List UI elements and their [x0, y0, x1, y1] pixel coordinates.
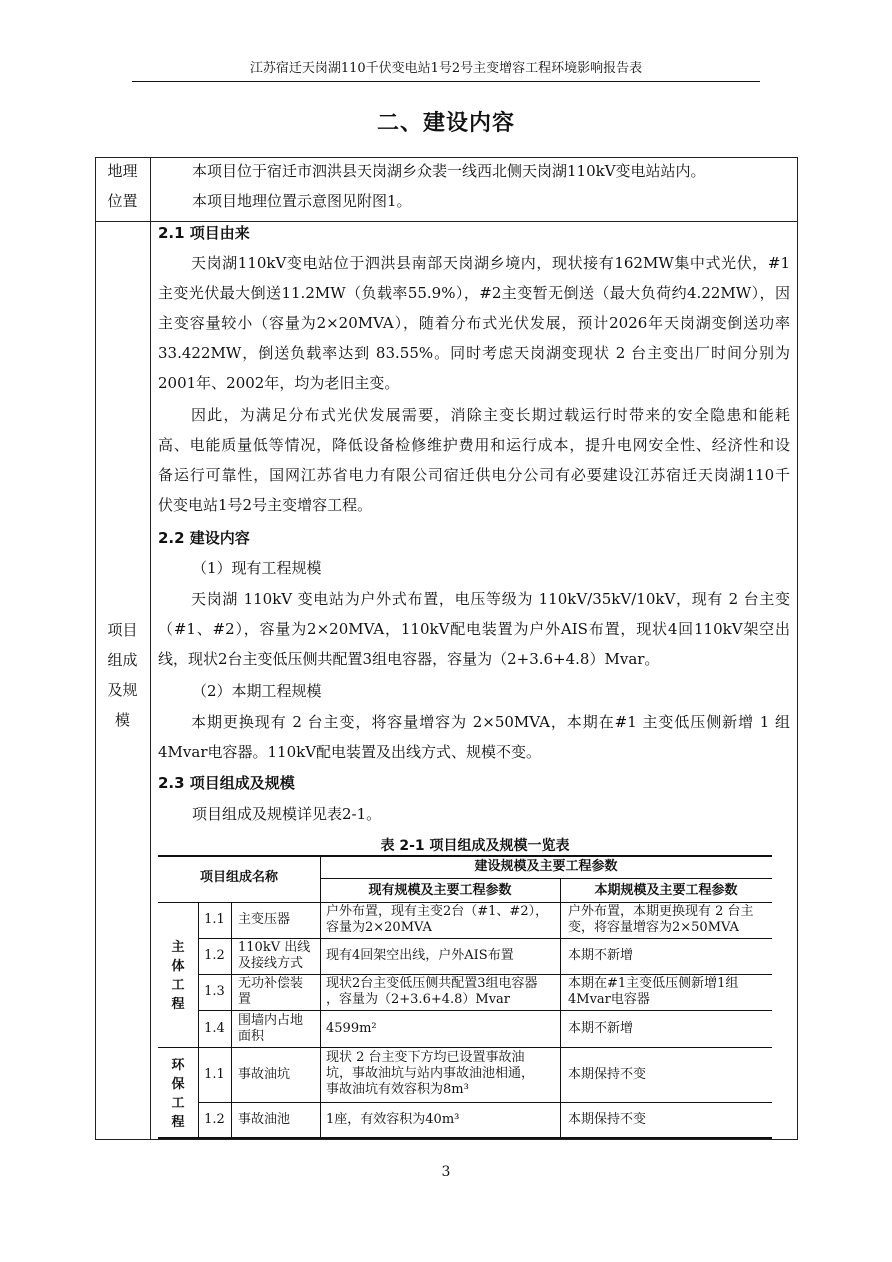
row-number: 1.2 — [204, 1112, 225, 1127]
subsection-current: （2）本期工程规模 — [192, 682, 322, 700]
table-rule — [158, 1047, 772, 1048]
section-2-3-paragraph: 项目组成及规模详见表2-1。 — [192, 805, 382, 823]
text-line: 4Mvar电容器。110kV配电装置及出线方式、规模不变。 — [158, 743, 542, 761]
text-line: 2001年、2002年，均为老旧主变。 — [158, 374, 400, 392]
text-line: 天岗湖 110kV 变电站为户外式布置，电压等级为 110kV/35kV/10kV，现有 2 台主变 — [191, 590, 790, 608]
table-vrule — [560, 878, 561, 1137]
table-caption: 表 2-1 项目组成及规模一览表 — [380, 838, 570, 854]
group-char: 程 — [171, 1115, 185, 1130]
header-item-name: 项目组成名称 — [199, 870, 278, 885]
cell-line: 变，将容量增容为2×50MVA — [568, 920, 739, 935]
cell-line: 坑，事故油坑与站内事故油池相通， — [326, 1066, 535, 1081]
row-number: 1.1 — [204, 1067, 225, 1082]
row-current — [568, 976, 772, 1008]
table-rule — [198, 1010, 772, 1011]
cell-line: 户外布置，现有主变2台（#1、#2）， — [326, 904, 549, 919]
cell-line: 110kV 出线 — [238, 940, 311, 955]
row-current: 本期不新增 — [568, 1021, 634, 1036]
row-item — [238, 940, 320, 972]
group-char: 程 — [171, 997, 185, 1012]
table-rule — [320, 878, 772, 879]
location-line: 本项目地理位置示意图见附图1。 — [192, 192, 412, 210]
text-line: 主变容量较小（容量为2×20MVA），随着分布式光伏发展，预计2026年天岗湖变倒送功率 — [158, 314, 790, 332]
group-main-works — [158, 938, 198, 1014]
page-title: 二、建设内容 — [376, 111, 515, 136]
cell-line: 本期在#1主变低压侧新增1组 — [568, 976, 739, 991]
label-line: 组成 — [107, 651, 138, 669]
group-char: 保 — [171, 1077, 185, 1092]
location-label — [95, 156, 150, 216]
group-char: 工 — [171, 978, 185, 993]
text-line: （#1、#2），容量为2×20MVA，110kV配电装置为户外AIS布置，现状4回110kV架空出 — [158, 620, 790, 638]
project-label — [95, 615, 150, 735]
text-line: 伏变电站1号2号主变增容工程。 — [158, 496, 373, 514]
label-column-divider — [150, 157, 151, 1140]
cell-line: 事故油坑有效容积为8m³ — [326, 1082, 469, 1097]
cell-line: 户外布置，本期更换现有 2 台主 — [568, 904, 754, 919]
table-rule — [158, 1137, 772, 1139]
row-existing — [326, 976, 558, 1008]
row-existing: 1座，有效容积为40m³ — [326, 1112, 460, 1127]
group-environmental-works — [158, 1056, 198, 1132]
cell-line: 现状 2 台主变下方均已设置事故油 — [326, 1050, 525, 1065]
row-existing — [326, 1050, 558, 1098]
cell-line: 现状2台主变低压侧共配置3组电容器 — [326, 976, 538, 991]
running-header: 江苏宿迁天岗湖110千伏变电站1号2号主变增容工程环境影响报告表 — [249, 61, 643, 76]
label-line: 及规 — [107, 681, 138, 699]
section-2-1-paragraph-1 — [158, 248, 790, 398]
row-current: 本期保持不变 — [568, 1112, 647, 1127]
cell-line: 置 — [238, 992, 252, 1007]
cell-line: 容量为2×20MVA — [326, 920, 432, 935]
text-line: 33.422MW，倒送负载率达到 83.55%。同时考虑天岗湖变现状 2 台主变出厂时间分别为 — [158, 344, 790, 362]
cell-line: 面积 — [238, 1029, 265, 1044]
table-rule — [198, 1102, 772, 1103]
location-line: 本项目位于宿迁市泗洪县天岗湖乡众裴一线西北侧天岗湖110kV变电站站内。 — [192, 162, 706, 180]
group-char: 环 — [171, 1058, 185, 1073]
table-rule — [158, 902, 772, 903]
header-params: 建设规模及主要工程参数 — [474, 859, 618, 874]
row-number: 1.3 — [204, 984, 225, 999]
section-2-3-heading: 2.3 项目组成及规模 — [158, 774, 295, 792]
page-number: 3 — [441, 1164, 451, 1180]
text-line: 本期更换现有 2 台主变，将容量增容为 2×50MVA，本期在#1 主变低压侧新增 1 组 — [191, 713, 790, 731]
text-line: 天岗湖110kV变电站位于泗洪县南部天岗湖乡境内，现状接有162MW集中式光伏，#1 — [191, 254, 790, 272]
row-item: 事故油坑 — [238, 1067, 291, 1082]
table-vrule — [231, 902, 232, 1137]
row-number: 1.1 — [204, 912, 225, 927]
label-line: 模 — [114, 711, 130, 729]
section-2-1-paragraph-2 — [158, 400, 790, 520]
table-rule — [198, 938, 772, 939]
label-line: 项目 — [107, 621, 138, 639]
row-current: 本期不新增 — [568, 948, 634, 963]
row-number: 1.4 — [204, 1021, 225, 1036]
text-line: 高、电能质量低等情况，降低设备检修维护费用和运行成本，提升电网安全性、经济性和设 — [158, 436, 790, 454]
header-current: 本期规模及主要工程参数 — [594, 883, 738, 898]
header-rule — [132, 81, 760, 82]
section-2-2-paragraph-2 — [158, 707, 790, 767]
text-line: 线，现状2台主变低压侧共配置3组电容器，容量为（2+3.6+4.8）Mvar。 — [158, 650, 660, 668]
cell-line: 4Mvar电容器 — [568, 992, 650, 1007]
table-vrule — [198, 902, 199, 1137]
location-text — [192, 156, 790, 216]
cell-line: 无功补偿装 — [238, 976, 304, 991]
text-line: 因此，为满足分布式光伏发展需要，消除主变长期过载运行时带来的安全隐患和能耗 — [191, 406, 790, 424]
row-current — [568, 904, 772, 936]
text-line: 备运行可靠性，国网江苏省电力有限公司宿迁供电分公司有必要建设江苏宿迁天岗湖110千 — [158, 466, 790, 484]
cell-line: ，容量为（2+3.6+4.8）Mvar — [326, 992, 511, 1007]
row-item — [238, 976, 320, 1008]
cell-line: 及接线方式 — [238, 956, 304, 971]
row-existing: 4599m² — [326, 1021, 377, 1036]
group-char: 主 — [171, 940, 185, 955]
label-line: 位置 — [107, 192, 138, 210]
header-existing: 现有规模及主要工程参数 — [368, 883, 512, 898]
group-char: 工 — [171, 1096, 185, 1111]
row-existing: 现有4回架空出线，户外AIS布置 — [326, 948, 514, 963]
table-rule — [198, 974, 772, 975]
row-item: 主变压器 — [238, 912, 291, 927]
section-2-1-heading: 2.1 项目由来 — [158, 224, 250, 242]
row-number: 1.2 — [204, 948, 225, 963]
row-current: 本期保持不变 — [568, 1067, 647, 1082]
cell-line: 围墙内占地 — [238, 1013, 304, 1028]
section-2-2-paragraph-1 — [158, 584, 790, 674]
group-char: 体 — [171, 959, 185, 974]
section-2-2-heading: 2.2 建设内容 — [158, 529, 250, 547]
row-existing — [326, 904, 558, 936]
text-line: 主变光伏最大倒送11.2MW（负载率55.9%），#2主变暂无倒送（最大负荷约4.22MW），因 — [158, 284, 790, 302]
row-item: 事故油池 — [238, 1112, 291, 1127]
subsection-existing: （1）现有工程规模 — [192, 559, 322, 577]
row-item — [238, 1013, 320, 1045]
label-line: 地理 — [107, 162, 138, 180]
table-rule — [158, 855, 772, 857]
